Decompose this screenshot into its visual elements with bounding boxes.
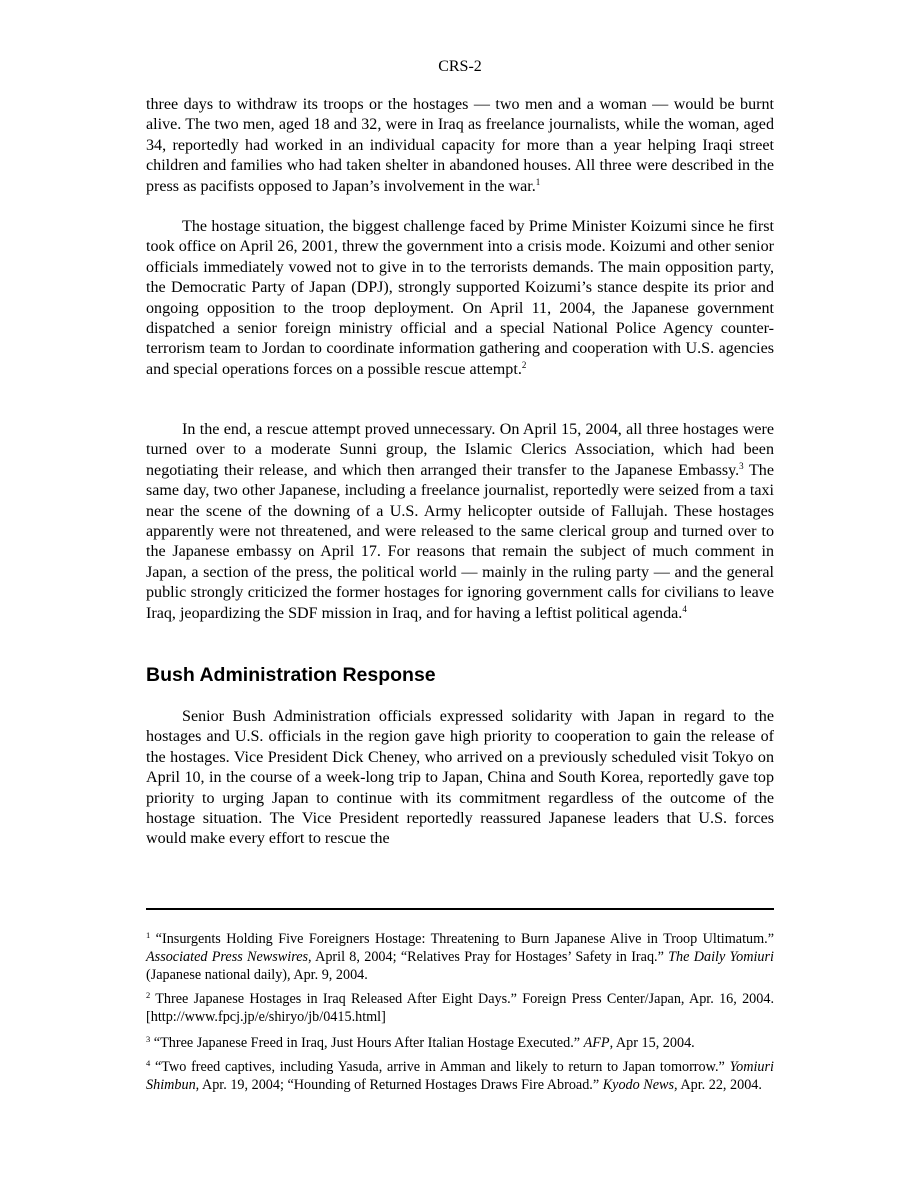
body-paragraph-3: [146, 420, 774, 624]
footnote-text: , Apr. 22, 2004.: [674, 1077, 762, 1094]
footnote-source: Kyodo News: [602, 1077, 675, 1094]
footnote-1: [146, 930, 774, 985]
footnote-source: The Daily Yomiuri: [668, 949, 774, 966]
footnote-marker: 4: [146, 1058, 151, 1068]
footnote-text: “Two freed captives, including Yasuda, arrive in Amman and likely to return to Japan tomorrow.”: [150, 1059, 730, 1075]
footnote-marker: 3: [146, 1034, 151, 1044]
footnote-marker: 2: [146, 990, 151, 1000]
paragraph-text: The same day, two other Japanese, including a freelance journalist, reportedly were seized from a taxi near the scene of the downing of a U.S. Army helicopter outside of Fallujah. These hostages apparently were not threatened, and were released to the same clerical group and turned over to the Japanese embassy on April 17. For reasons that remain the subject of much comment in Japan, a section of the press, the political world — mainly in the ruling party — and the general public strongly criticized the former hostages for ignoring government calls for civilians to leave Iraq, jeopardizing the SDF mission in Iraq, and for having a leftist political agenda.: [146, 461, 774, 622]
footnote-reference-2[interactable]: 2: [521, 359, 527, 370]
footnote-marker: 1: [146, 930, 151, 940]
footnote-2: [146, 990, 774, 1026]
footnote-text: , Apr. 19, 2004; “Hounding of Returned Hostages Draws Fire Abroad.”: [195, 1077, 603, 1094]
body-paragraph-1: [146, 95, 774, 197]
footnote-text: , April 8, 2004; “Relatives Pray for Hostages’ Safety in Iraq.”: [308, 949, 669, 966]
body-paragraph-4: [146, 707, 774, 850]
paragraph-text: The hostage situation, the biggest challenge faced by Prime Minister Koizumi since he first took office on April 26, 2001, threw the government into a crisis mode. Koizumi and other senior officials immediately vowed not to give in to the terrorists demands. The main opposition party, the Democratic Party of Japan (DPJ), strongly supported Koizumi’s stance despite its prior and ongoing opposition to the troop deployment. On April 11, 2004, the Japanese government dispatched a senior foreign ministry official and a special National Police Agency counter-terrorism team to Jordan to coordinate information gathering and cooperation with U.S. agencies and special operations forces on a possible rescue attempt.: [146, 218, 774, 378]
footnote-source: AFP: [583, 1035, 610, 1051]
body-paragraph-2: [146, 217, 774, 380]
footnote-3: [146, 1034, 774, 1052]
paragraph-text: Senior Bush Administration officials expressed solidarity with Japan in regard to the hostages and U.S. officials in the region gave high priority to cooperation to gain the release of the hostages. Vice President Dick Cheney, who arrived on a previously scheduled visit Tokyo on April 10, in the course of a week-long trip to Japan, China and South Korea, reportedly gave top priority to urging Japan to continue with its commitment regardless of the outcome of the hostage situation. The Vice President reportedly reassured Japanese leaders that U.S. forces would make every effort to rescue the: [146, 708, 774, 848]
footnote-text: (Japanese national daily), Apr. 9, 2004.: [146, 967, 368, 984]
footnote-divider: [146, 908, 774, 910]
footnote-reference-4[interactable]: 4: [682, 603, 687, 614]
footnote-source: Associated Press Newswires: [146, 949, 309, 966]
page-number-header: CRS-2: [438, 58, 482, 75]
footnote-text: “Three Japanese Freed in Iraq, Just Hours After Italian Hostage Executed.”: [150, 1035, 584, 1051]
footnote-source: Yomiuri Shimbun: [146, 1059, 774, 1094]
footnote-text: “Insurgents Holding Five Foreigners Hostage: Threatening to Burn Japanese Alive in Troop Ultimatum.”: [150, 931, 774, 947]
footnote-4: [146, 1058, 774, 1094]
footnote-text: Three Japanese Hostages in Iraq Released After Eight Days.” Foreign Press Center/Japan, Apr. 16, 2004. [http://www.fpcj.jp/e/shiryo/jb/0415.html]: [146, 991, 774, 1026]
footnote-text: , Apr 15, 2004.: [609, 1035, 695, 1051]
footnote-reference-3[interactable]: 3: [739, 460, 744, 471]
section-heading: Bush Administration Response: [146, 664, 436, 686]
footnote-reference-1[interactable]: 1: [535, 176, 541, 187]
paragraph-text: In the end, a rescue attempt proved unnecessary. On April 15, 2004, all three hostages were turned over to a moderate Sunni group, the Islamic Clerics Association, which had been negotiating their release, and which then arranged their transfer to the Japanese Embassy.: [146, 421, 774, 479]
paragraph-text: three days to withdraw its troops or the hostages — two men and a woman — would be burnt alive. The two men, aged 18 and 32, were in Iraq as freelance journalists, while the woman, aged 34, reportedly had worked in an individual capacity for more than a year helping Iraqi street children and families who had taken shelter in abandoned houses. All three were described in the press as pacifists opposed to Japan’s involvement in the war.: [146, 96, 774, 195]
